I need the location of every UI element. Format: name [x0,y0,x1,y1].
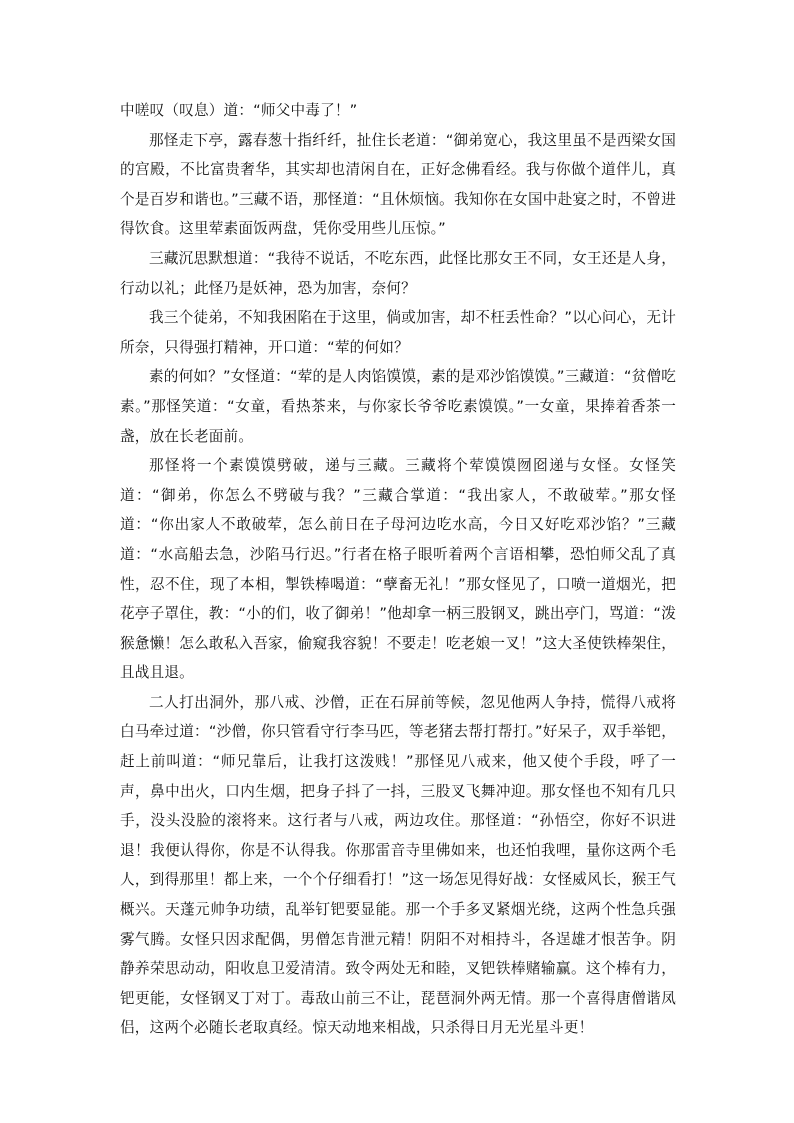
paragraph: 我三个徒弟，不知我困陷在于这里，倘或加害，却不枉丢性命？”以心问心，无计所奈，只得强打精神，开口道：“荤的何如？ [120,309,676,356]
document-body [120,96,676,1043]
paragraph: 素的何如？”女怪道：“荤的是人肉馅馍馍，素的是邓沙馅馍馍。”三藏道：“贫僧吃素。”那怪笑道：“女童，看热茶来，与你家长爷爷吃素馍馍。”一女童，果捧着香茶一盏，放在长老面前。 [120,368,676,445]
paragraph: 那怪将一个素馍馍劈破，递与三藏。三藏将个荤馍馍囫囵递与女怪。女怪笑道：“御弟，你怎么不劈破与我？”三藏合掌道：“我出家人，不敢破荤。”那女怪道：“你出家人不敢破荤，怎么前日在子母河边吃水高，今日又好吃邓沙馅？”三藏道：“水高船去急，沙陷马行迟。”行者在格子眼听着两个言语相攀，恐怕师父乱了真性，忍不住，现了本相，掣铁棒喝道：“孽畜无礼！”那女怪见了，口喷一道烟光，把花亭子罩住，教：“小的们，收了御弟！”他却拿一柄三股钢叉，跳出亭门，骂道：“泼猴惫懒！怎么敢私入吾家，偷窥我容貌！不要走！吃老娘一叉！”这大圣使铁棒架住，且战且退。 [120,457,676,682]
paragraph: 三藏沉思默想道：“我待不说话，不吃东西，此怪比那女王不同，女王还是人身，行动以礼；此怪乃是妖神，恐为加害，奈何？ [120,249,676,297]
paragraph: 二人打出洞外，那八戒、沙僧，正在石屏前等候，忽见他两人争持，慌得八戒将白马牵过道：“沙僧，你只管看守行李马匹，等老猪去帮打帮打。”好呆子，双手举钯，赶上前叫道：“师兄靠后，让我打这泼贱！”那怪见八戒来，他又使个手段，呼了一声，鼻中出火，口内生烟，把身子抖了一抖，三股叉飞舞冲迎。那女怪也不知有几只手，没头没脸的滚将来。这行者与八戒，两边攻住。那怪道：“孙悟空，你好不识进退！我便认得你，你是不认得我。你那雷音寺里佛如来，也还怕我哩，量你这两个毛人，到得那里！都上来，一个个仔细看打！”这一场怎见得好战：女怪威风长，猴王气概兴。天蓬元帅争功绩，乱举钉钯要显能。那一个手多叉紧烟光绕，这两个性急兵强雾气腾。女怪只因求配偶，男僧怎肯泄元精！阴阳不对相持斗，各逞雄才恨苦争。阴静养荣思动动，阳收息卫爱清清。致令两处无和睦，叉钯铁棒赌输赢。这个棒有力，钯更能，女怪钢叉丁对丁。毒敌山前三不让，琵琶洞外两无情。那一个喜得唐僧谐凤侣，这两个必随长老取真经。惊天动地来相战，只杀得日月无光星斗更！ [120,693,676,1037]
paragraph: 中嗟叹（叹息）道：“师父中毒了！” [120,102,358,119]
paragraph: 那怪走下亭，露春葱十指纤纤，扯住长老道：“御弟宽心，我这里虽不是西梁女国的宫殿，不比富贵奢华，其实却也清闲自在，正好念佛看经。我与你做个道伴儿，真个是百岁和谐也。”三藏不语，那怪道：“且休烦恼。我知你在女国中赴宴之时，不曾进得饮食。这里荤素面饭两盘，凭你受用些儿压惊。” [120,131,676,238]
